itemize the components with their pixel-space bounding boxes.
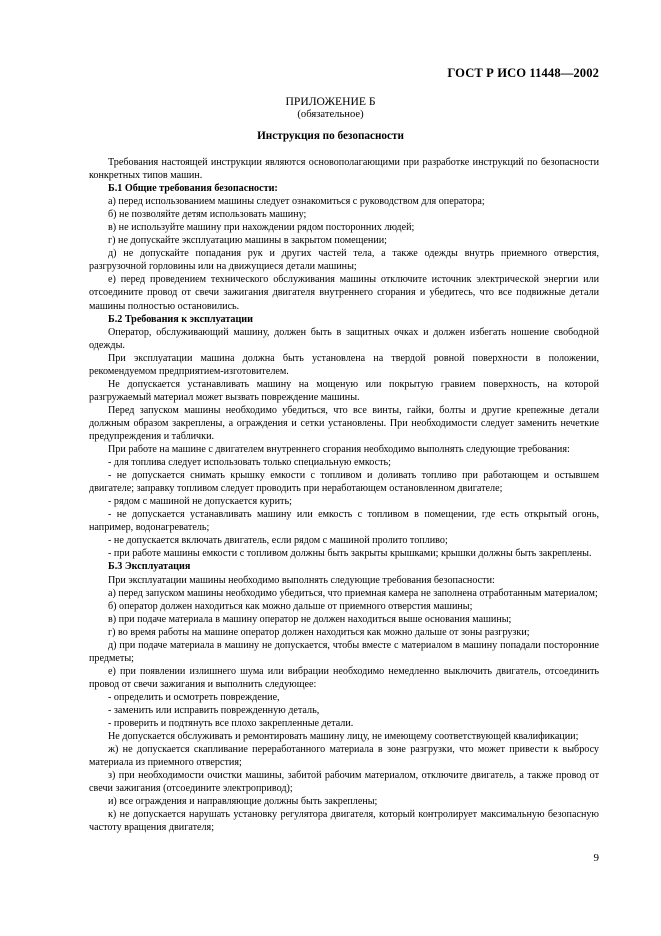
b2-paragraph: При эксплуатации машина должна быть установлена на твердой ровной поверхности в положении, рекомендуемом предприятием-изготовителем. xyxy=(89,352,599,377)
b3-dash-item: - определить и осмотреть повреждение, xyxy=(108,691,280,703)
b2-paragraph: Оператор, обслуживающий машину, должен быть в защитных очках и должен избегать ношение свободной одежды. xyxy=(89,326,599,351)
b2-paragraph: При работе на машине с двигателем внутреннего сгорания необходимо выполнять следующие требования: xyxy=(108,444,570,456)
b2-dash-item: - рядом с машиной не допускается курить; xyxy=(108,496,292,508)
b2-dash-item: - не допускается включать двигатель, если рядом с машиной пролито топливо; xyxy=(108,535,448,547)
annex-status: (обязательное) xyxy=(297,109,364,120)
b1-item: в) не используйте машину при нахождении рядом посторонних людей; xyxy=(108,222,415,234)
b3-item: к) не допускается нарушать установку регулятора двигателя, который контролирует максимальную безопасную частоту вращения двигателя; xyxy=(89,809,599,834)
section-b2-title: Б.2 Требования к эксплуатации xyxy=(108,313,253,325)
b3-paragraph: При эксплуатации машины необходимо выполнять следующие требования безопасности: xyxy=(108,574,495,586)
b2-paragraph: Перед запуском машины необходимо убедиться, что все винты, гайки, болты и другие крепежные детали должным образом закреплены, а ограждения и сетки установлены. При необходимости следует заменить нечеткие предупреждения и таблички. xyxy=(89,404,599,442)
document-body xyxy=(89,156,599,834)
b3-item: и) все ограждения и направляющие должны быть закреплены; xyxy=(108,796,378,808)
b3-paragraph: Не допускается обслуживать и ремонтировать машину лицу, не имеющему соответствующей квалификации; xyxy=(108,731,579,743)
b1-item: д) не допускайте попадания рук и других частей тела, а также одежды внутрь приемного отверстия, разгрузочной горловины или на движущиеся детали машины; xyxy=(89,248,599,273)
b1-item: е) перед проведением технического обслуживания машины отключите источник электрической энергии или отсоедините провод от свечи зажигания двигателя внутреннего сгорания и убедитесь, что все подвижные детали машины полностью остановились. xyxy=(89,274,599,312)
b1-item: б) не позволяйте детям использовать машину; xyxy=(108,209,307,221)
b2-dash-item: - при работе машины емкости с топливом должны быть закрыты крышками; крышки должны быть закреплены. xyxy=(108,548,592,560)
section-b3-title: Б.3 Эксплуатация xyxy=(108,561,191,573)
b3-item: д) при подаче материала в машину не допускается, чтобы вместе с материалом в машину попадали посторонние предметы; xyxy=(89,639,599,664)
document-heading: Инструкция по безопасности xyxy=(257,130,404,142)
b2-dash-item: - не допускается снимать крышку емкости с топливом и доливать топливо при работающем и остывшем двигателе; заправку топливом следует проводить при неработающем остановленном двигателе; xyxy=(89,470,599,495)
b3-item: а) перед запуском машины необходимо убедиться, что приемная камера не заполнена отработанным материалом; xyxy=(108,587,598,599)
intro-paragraph: Требования настоящей инструкции являются основополагающими при разработке инструкций по безопасности конкретных типов машин. xyxy=(89,157,599,182)
b3-item: е) при появлении излишнего шума или вибрации необходимо немедленно выключить двигатель, отсоединить провод от свечи зажигания и выполнить следующее: xyxy=(89,665,599,690)
b3-item: г) во время работы на машине оператор должен находиться как можно дальше от зоны разгрузки; xyxy=(108,626,530,638)
b2-paragraph: Не допускается устанавливать машину на мощеную или покрытую гравием поверхность, на которой разгружаемый материал может вызвать повреждение машины. xyxy=(89,378,599,403)
b1-item: г) не допускайте эксплуатацию машины в закрытом помещении; xyxy=(108,235,387,247)
annex-title: ПРИЛОЖЕНИЕ Б xyxy=(285,95,376,108)
b3-item: в) при подаче материала в машину оператор не должен находиться выше основания машины; xyxy=(108,613,512,625)
b3-item: з) при необходимости очистки машины, забитой рабочим материалом, отключите двигатель, а также провод от свечи зажигания (отсоедините электропривод); xyxy=(89,770,599,795)
document-code: ГОСТ Р ИСО 11448—2002 xyxy=(447,66,599,80)
b3-dash-item: - проверить и подтянуть все плохо закрепленные детали. xyxy=(108,718,354,730)
b1-item: а) перед использованием машины следует ознакомиться с руководством для оператора; xyxy=(108,196,485,208)
b3-item: б) оператор должен находиться как можно дальше от приемного отверстия машины; xyxy=(108,600,473,612)
b2-dash-item: - для топлива следует использовать только специальную емкость; xyxy=(108,457,391,469)
b2-dash-item: - не допускается устанавливать машину или емкость с топливом в помещении, где есть открытый огонь, например, водонагреватель; xyxy=(89,509,599,534)
b3-dash-item: - заменить или исправить поврежденную деталь, xyxy=(108,704,320,716)
section-b1-title: Б.1 Общие требования безопасности: xyxy=(108,183,278,195)
b3-item: ж) не допускается скапливание переработанного материала в зоне разгрузки, что может привести к выбросу материала из приемного отверстия; xyxy=(89,744,599,769)
page-number: 9 xyxy=(593,852,599,864)
